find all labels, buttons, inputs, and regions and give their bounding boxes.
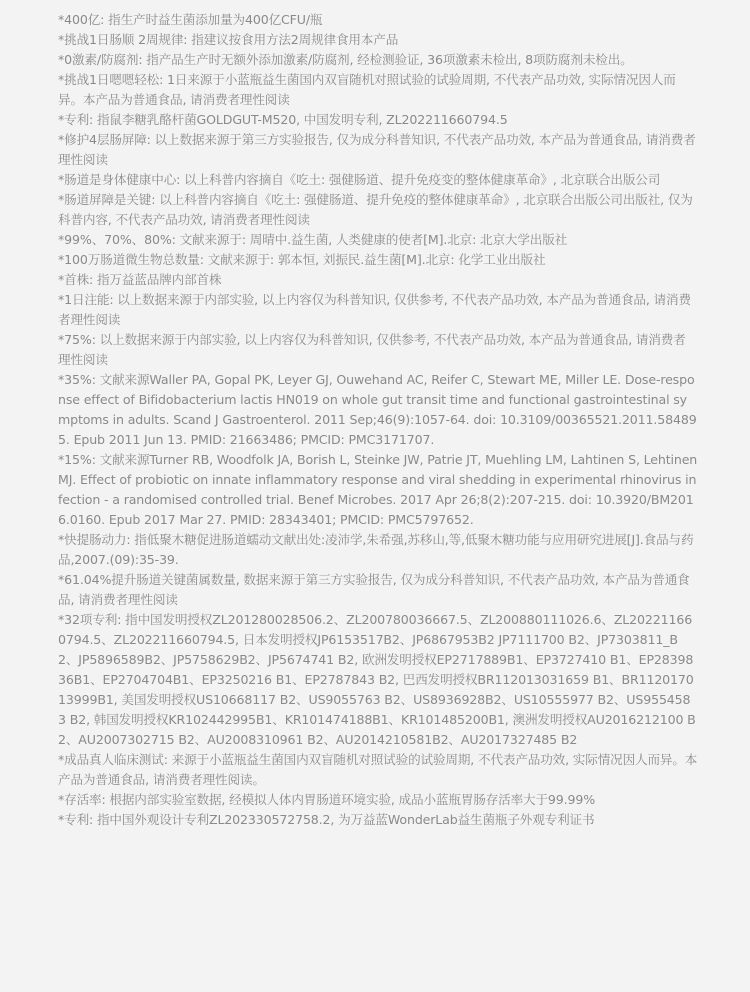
footnotes-list bbox=[58, 10, 701, 830]
footnote-gut-barrier-key: *肠道屏障是关键: 以上科普内容摘自《吃土: 强健肠道、提升免疫的整体健康革命》, 北京联合出版公司出版社, 仅为科普内容, 不代表产品功效, 请消费者理性阅读 bbox=[58, 192, 693, 227]
footnote-4-layer-barrier: *修护4层肠屏障: 以上数据来源于第三方实验报告, 仅为成分科普知识, 不代表产品功效, 本产品为普通食品, 请消费者理性阅读 bbox=[58, 132, 696, 167]
footnote-400yi: *400亿: 指生产时益生菌添加量为400亿CFU/瓶 bbox=[58, 12, 323, 27]
footnote-gut-health-center: *肠道是身体健康中心: 以上科普内容摘自《吃土: 强健肠道、提升免疫变的整体健康革命》, 北京联合出版公司 bbox=[58, 172, 661, 187]
footnote-2-week-routine: *挑战1日肠顺 2周规律: 指建议按食用方法2周规律食用本产品 bbox=[58, 32, 399, 47]
footnote-first-strain: *首株: 指万益蓝品牌内部首株 bbox=[58, 272, 222, 287]
footnote-32-patents: *32项专利: 指中国发明授权ZL201280028506.2、ZL200780036667.5、ZL200880111026.6、ZL202211660794.5、ZL202211660794.5, 日本发明授权JP6153517B2、JP6867953B2 JP7111700 B2、JP7303811_B2、JP5896589B2、JP5758629B2、JP5674741 B2, 欧洲发明授权EP2717889B1、EP3727410 B1、EP2839836B1、EP2704704B1、EP3250216 B1、EP2787843 B2, 巴西发明授权BR112013031659 B1、BR112017013999B1, 美国发明授权US10668117 B2、US9055763 B2、US8936928B2、US10555977 B2、US9554583 B2, 韩国发明授权KR102442995B1、KR101474188B1、KR101485200B1, 澳洲发明授权AU2016212100 B2、AU2007302715 B2、AU2008310961 B2、AU2014210581B2、AU2017327485 B2 bbox=[58, 612, 696, 747]
footnote-1-day-easy: *挑战1日嗯嗯轻松: 1日来源于小蓝瓶益生菌国内双盲随机对照试验的试验周期, 不代表产品功效, 实际情况因人而异。本产品为普通食品, 请消费者理性阅读 bbox=[58, 72, 676, 107]
footnote-design-patent: *专利: 指中国外观设计专利ZL202330572758.2, 为万益蓝WonderLab益生菌瓶子外观专利证书 bbox=[58, 812, 595, 827]
footnote-gut-motility: *快提肠动力: 指低聚木糖促进肠道蠕动文献出处:凌沛学,朱希强,苏移山,等,低聚木糖功能与应用研究进展[J].食品与药品,2007.(09):35-39. bbox=[58, 532, 694, 567]
footnote-no-hormones-preservatives: *0激素/防腐剂: 指产品生产时无额外添加激素/防腐剂, 经检测验证, 36项激素未检出, 8项防腐剂未检出。 bbox=[58, 52, 633, 67]
footnote-15-percent-reference: *15%: 文献来源Turner RB, Woodfolk JA, Borish L, Steinke JW, Patrie JT, Muehling LM, Lahtinen S, Lehtinen MJ. Effect of probiotic on innate inflammatory response and viral shedding in experimental rhinovirus infection - a randomised controlled trial. Benef Microbes. 2017 Apr 26;8(2):207-215. doi: 10.3920/BM2016.0160. Epub 2017 Mar 27. PMID: 28343401; PMCID: PMC5797652. bbox=[58, 452, 701, 527]
footnote-35-percent-reference: *35%: 文献来源Waller PA, Gopal PK, Leyer GJ, Ouwehand AC, Reifer C, Stewart ME, Miller LE. Dose-response effect of Bifidobacterium lactis HN019 on whole gut transit time and functional gastrointestinal symptoms in adults. Scand J Gastroenterol. 2011 Sep;46(9):1057-64. doi: 10.3109/00365521.2011.584895. Epub 2011 Jun 13. PMID: 21663486; PMCID: PMC3171707. bbox=[58, 372, 697, 447]
footnote-75-percent: *75%: 以上数据来源于内部实验, 以上内容仅为科普知识, 仅供参考, 不代表产品功效, 本产品为普通食品, 请消费者理性阅读 bbox=[58, 332, 686, 367]
footnote-patent-strain: *专利: 指鼠李糖乳酪杆菌GOLDGUT-M520, 中国发明专利, ZL202211660794.5 bbox=[58, 112, 508, 127]
footnote-61-percent: *61.04%提升肠道关键菌属数量, 数据来源于第三方实验报告, 仅为成分科普知识, 不代表产品功效, 本产品为普通食品, 请消费者理性阅读 bbox=[58, 572, 690, 607]
footnote-microbe-count: *100万肠道微生物总数量: 文献来源于: 郭本恒, 刘振民.益生菌[M].北京: 化学工业出版社 bbox=[58, 252, 546, 267]
footnote-clinical-test: *成品真人临床测试: 来源于小蓝瓶益生菌国内双盲随机对照试验的试验周期, 不代表产品功效, 实际情况因人而异。本产品为普通食品, 请消费者理性阅读。 bbox=[58, 752, 698, 787]
footnote-99-70-80: *99%、70%、80%: 文献来源于: 周晴中.益生菌, 人类健康的使者[M].北京: 北京大学出版社 bbox=[58, 232, 568, 247]
footnote-1-day-energy: *1日注能: 以上数据来源于内部实验, 以上内容仅为科普知识, 仅供参考, 不代表产品功效, 本产品为普通食品, 请消费者理性阅读 bbox=[58, 292, 691, 327]
footnote-survival-rate: *存活率: 根据内部实验室数据, 经模拟人体内胃肠道环境实验, 成品小蓝瓶胃肠存活率大于99.99% bbox=[58, 792, 596, 807]
